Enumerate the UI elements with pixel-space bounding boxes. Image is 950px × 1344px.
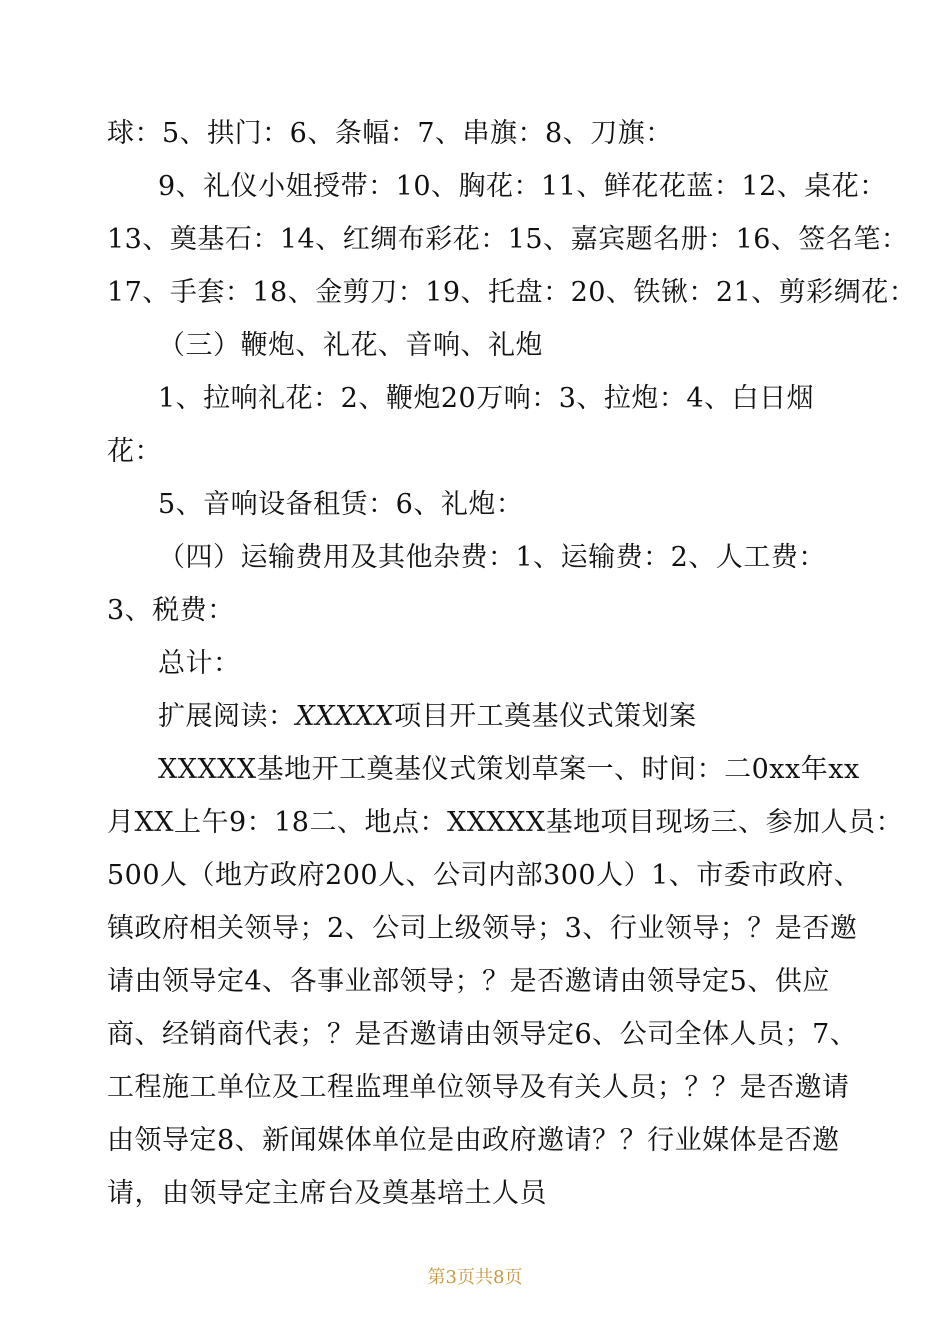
extended-reading-prefix: 扩展阅读：	[158, 701, 296, 732]
text-line: XXXXX基地开工奠基仪式策划草案一、时间：二0xx年xx	[158, 754, 860, 785]
text-line: 5、音响设备租赁：6、礼炮：	[158, 489, 524, 520]
extended-reading-project: XXXXX	[295, 701, 395, 732]
extended-reading-title: 项目开工奠基仪式策划案	[394, 701, 697, 732]
text-line: 工程施工单位及工程监理单位领导及有关人员；？？是否邀请	[107, 1072, 850, 1103]
text-line: 3、税费：	[107, 595, 235, 626]
text-line: 月XX上午9：18二、地点：XXXXX基地项目现场三、参加人员：	[107, 807, 904, 838]
text-line: 由领导定8、新闻媒体单位是由政府邀请？？行业媒体是否邀	[107, 1125, 840, 1156]
page-number-footer: 第3页共8页	[427, 1267, 523, 1288]
text-line: 商、经销商代表；？是否邀请由领导定6、公司全体人员；7、	[107, 1019, 858, 1050]
extended-reading-line	[158, 700, 918, 734]
text-line: 花：	[107, 436, 162, 467]
text-line: 1、拉响礼花：2、鞭炮20万响：3、拉炮：4、白日烟	[158, 383, 815, 414]
text-line: 9、礼仪小姐授带：10、胸花：11、鲜花花蓝：12、桌花：	[158, 171, 887, 202]
section-heading: （四）运输费用及其他杂费：1、运输费：2、人工费：	[158, 542, 826, 573]
total-label: 总计：	[158, 648, 241, 679]
text-line: 13、奠基石：14、红绸布彩花：15、嘉宾题名册：16、签名笔：	[107, 224, 909, 255]
text-line: 镇政府相关领导；2、公司上级领导；3、行业领导；？是否邀	[107, 913, 858, 944]
text-line: 请，由领导定主席台及奠基培土人员	[107, 1178, 547, 1209]
text-line: 17、手套：18、金剪刀：19、托盘：20、铁锹：21、剪彩绸花：	[107, 277, 917, 308]
text-line: 球：5、拱门：6、条幅：7、串旗：8、刀旗：	[107, 118, 673, 149]
section-heading: （三）鞭炮、礼花、音响、礼炮	[158, 330, 543, 361]
text-line: 500人（地方政府200人、公司内部300人）1、市委市政府、	[107, 860, 862, 891]
text-line: 请由领导定4、各事业部领导；？是否邀请由领导定5、供应	[107, 966, 830, 997]
